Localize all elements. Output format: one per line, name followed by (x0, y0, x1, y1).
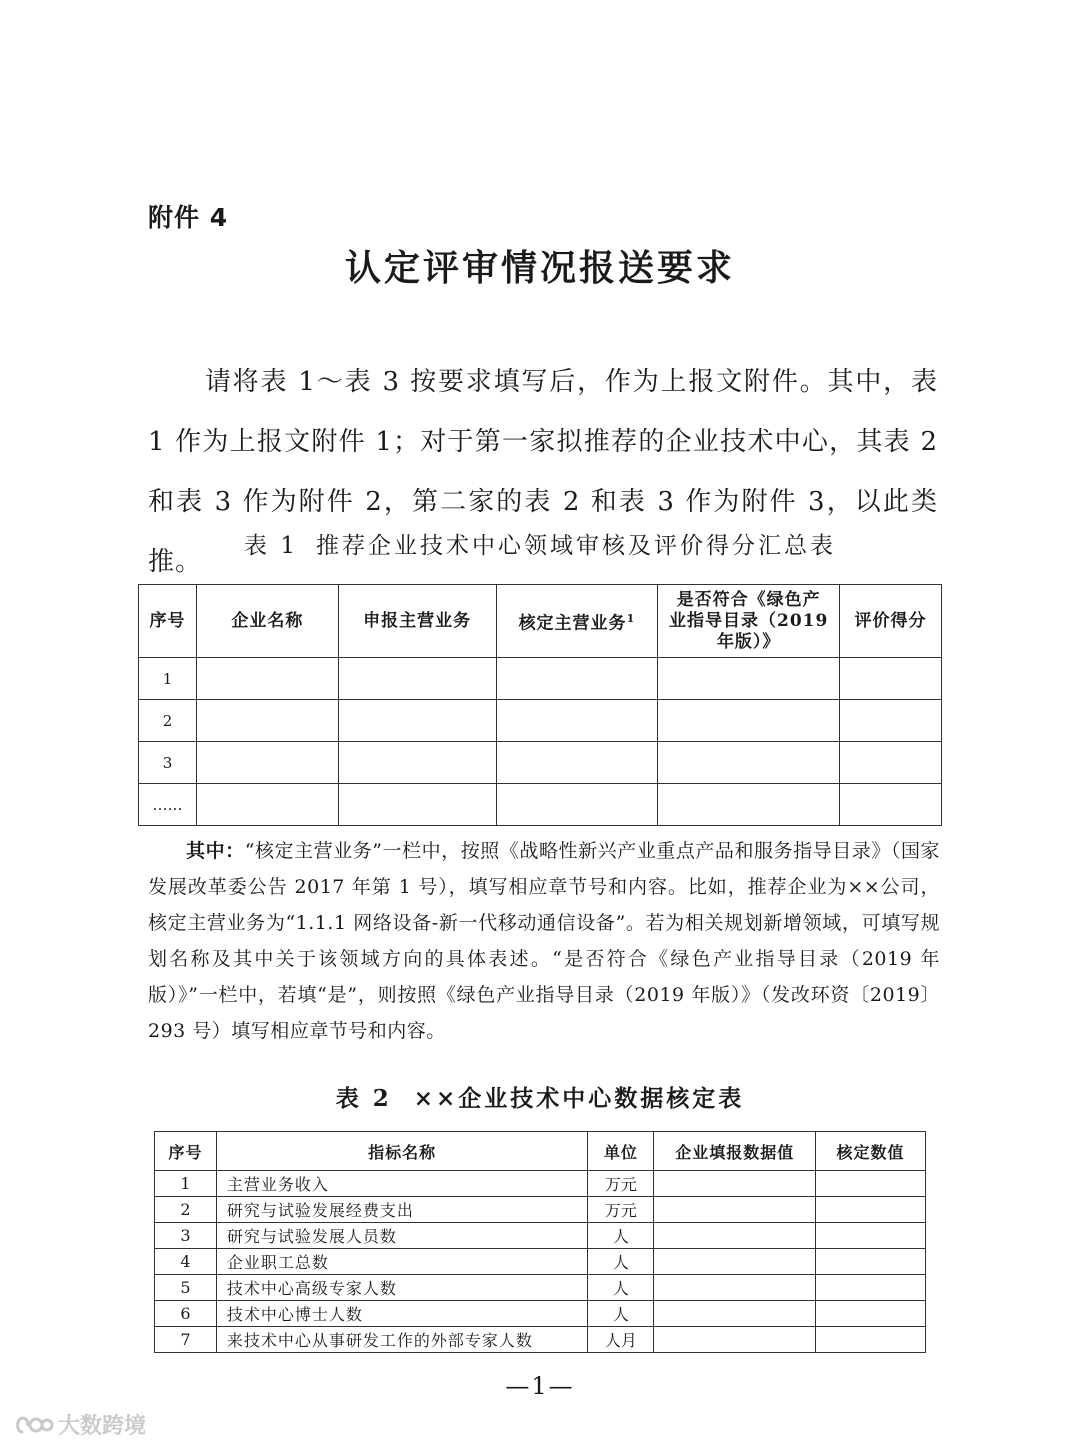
table2-cell-verified[interactable] (816, 1327, 926, 1353)
table2-cell-indicator: 技术中心博士人数 (216, 1301, 587, 1327)
table2-cell-unit: 人 (588, 1249, 654, 1275)
table1-cell-verified[interactable] (496, 700, 658, 742)
table2-cell-reported[interactable] (654, 1171, 816, 1197)
table1-cell-green[interactable] (658, 784, 840, 826)
table2-cell-seq: 5 (155, 1275, 217, 1301)
table2-header-row (155, 1132, 926, 1171)
table2-cell-seq: 2 (155, 1197, 217, 1223)
table1-cell-declared[interactable] (338, 658, 496, 700)
table1-header-verified-text: 核定主营业务 (518, 613, 627, 634)
table1-cell-green[interactable] (658, 658, 840, 700)
table2-cell-unit: 人月 (588, 1327, 654, 1353)
table1-cell-green[interactable] (658, 742, 840, 784)
watermark-logo-icon (14, 1412, 54, 1438)
table2-cell-verified[interactable] (816, 1223, 926, 1249)
table2-header-reported: 企业填报数据值 (654, 1132, 816, 1171)
watermark (14, 1409, 146, 1440)
watermark-text: 大数跨境 (58, 1414, 147, 1439)
table2-cell-indicator: 研究与试验发展经费支出 (216, 1197, 587, 1223)
table2-cell-reported[interactable] (654, 1301, 816, 1327)
table-row (139, 784, 942, 826)
table1-caption-number: 表 1 (244, 533, 298, 559)
table1-header-seq: 序号 (139, 585, 197, 658)
table2-cell-indicator: 技术中心高级专家人数 (216, 1275, 587, 1301)
table1-cell-name[interactable] (196, 658, 338, 700)
table2-cell-reported[interactable] (654, 1327, 816, 1353)
table2-cell-seq: 3 (155, 1223, 217, 1249)
table1-cell-seq: 1 (139, 658, 197, 700)
table2-header-verified: 核定数值 (816, 1132, 926, 1171)
table2-cell-unit: 人 (588, 1223, 654, 1249)
table2-cell-seq: 1 (155, 1171, 217, 1197)
table2-cell-seq: 7 (155, 1327, 217, 1353)
table1-cell-score[interactable] (840, 658, 942, 700)
table1-cell-name[interactable] (196, 700, 338, 742)
table2-header-seq: 序号 (155, 1132, 217, 1171)
table1-cell-seq: 3 (139, 742, 197, 784)
table2-header-indicator: 指标名称 (216, 1132, 587, 1171)
table2-cell-seq: 6 (155, 1301, 217, 1327)
table1-header-green-line3: 年版）》 (716, 631, 781, 652)
table-row (139, 700, 942, 742)
footnote-marker: 1 (626, 611, 636, 625)
table1-cell-declared[interactable] (338, 742, 496, 784)
document-title: 认定评审情况报送要求 (344, 247, 735, 289)
table-row (139, 742, 942, 784)
table2-cell-verified[interactable] (816, 1249, 926, 1275)
table1-header-green-line1: 是否符合《绿色产 (676, 589, 821, 610)
table1-cell-score[interactable] (840, 700, 942, 742)
table1-header-declared: 申报主营业务 (338, 585, 496, 658)
table1-cell-verified[interactable] (496, 742, 658, 784)
table2-cell-verified[interactable] (816, 1171, 926, 1197)
table-row (139, 658, 942, 700)
intro-text: 请将表 1～表 3 按要求填写后，作为上报文附件。其中，表 1 作为上报文附件 1；对于第一家拟推荐的企业技术中心，其表 2 和表 3 作为附件 2，第二家的表 2 和表 3 作为附件 3，以此类推。 (148, 367, 938, 577)
table1-cell-name[interactable] (196, 742, 338, 784)
table2-cell-verified[interactable] (816, 1275, 926, 1301)
note-lead: 其中： (186, 840, 245, 862)
table2-header-unit: 单位 (588, 1132, 654, 1171)
table-row (155, 1249, 926, 1275)
table1-summary (138, 584, 942, 826)
table1-cell-declared[interactable] (338, 784, 496, 826)
table1-cell-declared[interactable] (338, 700, 496, 742)
attachment-label: 附件 4 (148, 203, 229, 232)
table1-cell-seq: 2 (139, 700, 197, 742)
table1-cell-score[interactable] (840, 742, 942, 784)
table2-cell-reported[interactable] (654, 1249, 816, 1275)
table1-header-green-line2: 业指导目录（2019 (669, 610, 829, 631)
table-row (155, 1275, 926, 1301)
note-text: “核定主营业务”一栏中，按照《战略性新兴产业重点产品和服务指导目录》（国家发展改革委公告 2017 年第 1 号），填写相应章节号和内容。比如，推荐企业为××公司，核定主营业务为“1.1.1 网络设备-新一代移动通信设备”。若为相关规划新增领域，可填写规划名称及其中关于该领域方向的具体表述。“是否符合《绿色产业指导目录（2019 年版）》”一栏中，若填“是”，则按照《绿色产业指导目录（2019 年版）》（发改环资〔2019〕293 号）填写相应章节号和内容。 (148, 840, 940, 1042)
table1-header-name: 企业名称 (196, 585, 338, 658)
table2-caption (0, 1080, 1080, 1113)
table1-note (148, 833, 940, 1049)
table1-cell-verified[interactable] (496, 784, 658, 826)
page-number: —1— (505, 1372, 575, 1400)
table2-caption-title: ××企业技术中心数据核定表 (413, 1085, 745, 1112)
table2-cell-unit: 人 (588, 1275, 654, 1301)
table2-cell-unit: 万元 (588, 1197, 654, 1223)
table2-cell-indicator: 来技术中心从事研发工作的外部专家人数 (216, 1327, 587, 1353)
table2-cell-unit: 万元 (588, 1171, 654, 1197)
table-row (155, 1301, 926, 1327)
table1-cell-seq: …… (139, 784, 197, 826)
table2-cell-indicator: 研究与试验发展人员数 (216, 1223, 587, 1249)
table1-cell-score[interactable] (840, 784, 942, 826)
table1-cell-name[interactable] (196, 784, 338, 826)
table1-cell-green[interactable] (658, 700, 840, 742)
table2-cell-indicator: 主营业务收入 (216, 1171, 587, 1197)
table2-data (154, 1131, 926, 1353)
table2-cell-indicator: 企业职工总数 (216, 1249, 587, 1275)
table1-header-row (139, 585, 942, 658)
table1-header-green (658, 585, 840, 658)
table-row (155, 1223, 926, 1249)
table1-cell-verified[interactable] (496, 658, 658, 700)
table2-cell-seq: 4 (155, 1249, 217, 1275)
table2-cell-verified[interactable] (816, 1301, 926, 1327)
table-row (155, 1171, 926, 1197)
table1-header-verified (496, 585, 658, 658)
table2-caption-number: 表 2 (335, 1085, 392, 1112)
table2-cell-reported[interactable] (654, 1275, 816, 1301)
table-row (155, 1197, 926, 1223)
table1-header-score: 评价得分 (840, 585, 942, 658)
table-row (155, 1327, 926, 1353)
table2-cell-reported[interactable] (654, 1197, 816, 1223)
table1-caption-title: 推荐企业技术中心领域审核及评价得分汇总表 (315, 533, 836, 559)
table2-cell-verified[interactable] (816, 1197, 926, 1223)
table2-cell-reported[interactable] (654, 1223, 816, 1249)
table2-cell-unit: 人 (588, 1301, 654, 1327)
table1-caption (0, 527, 1080, 560)
